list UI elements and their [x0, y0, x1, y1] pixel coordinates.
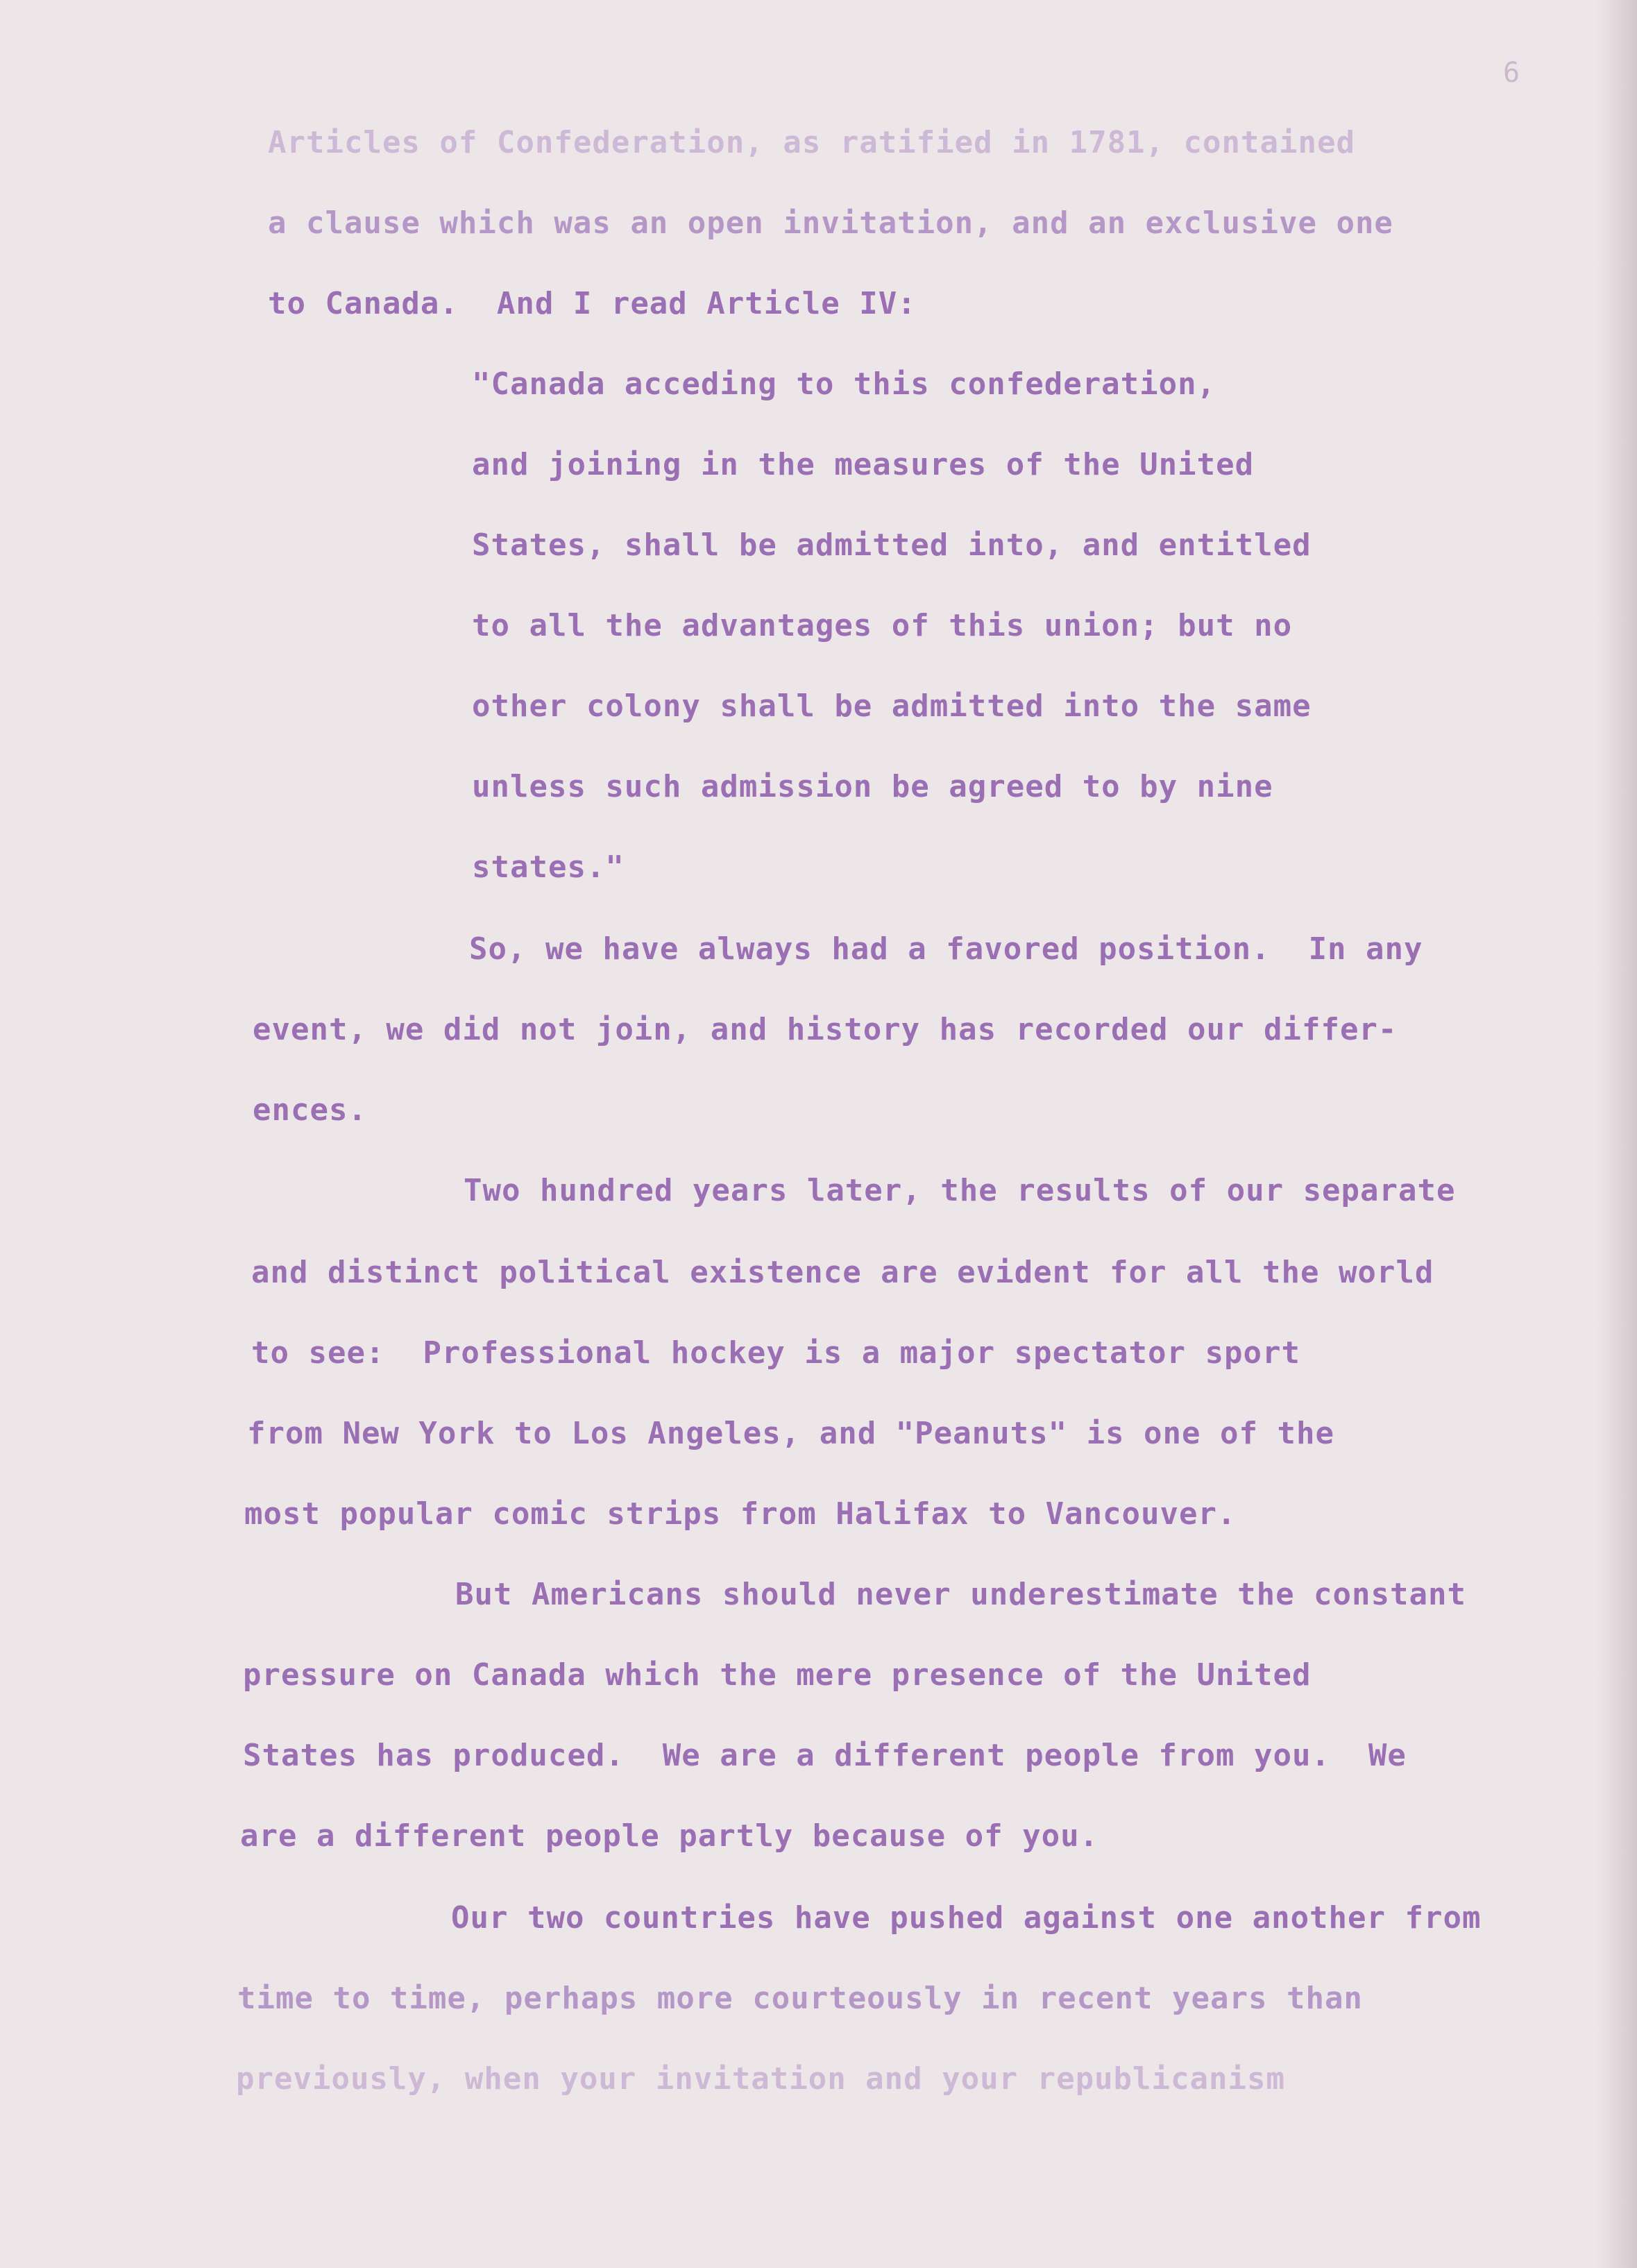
text-line: Two hundred years later, the results of our separate: [464, 1173, 1456, 1208]
page-edge-shadow: [1595, 0, 1637, 2268]
text-line: But Americans should never underestimate the constant: [455, 1577, 1466, 1612]
text-line: Our two countries have pushed against one another from: [451, 1900, 1482, 1936]
quote-line: "Canada acceding to this confederation,: [472, 366, 1216, 402]
text-line: event, we did not join, and history has recorded our differ-: [253, 1012, 1398, 1047]
quote-line: unless such admission be agreed to by nine: [472, 769, 1273, 804]
text-line: most popular comic strips from Halifax to Vancouver.: [244, 1496, 1237, 1532]
text-line: So, we have always had a favored position. In any: [469, 931, 1423, 967]
text-line: a clause which was an open invitation, and an exclusive one: [268, 205, 1393, 241]
text-line: to see: Professional hockey is a major spectator sport: [251, 1335, 1300, 1371]
text-line: pressure on Canada which the mere presence of the United: [243, 1657, 1312, 1693]
text-line: to Canada. And I read Article IV:: [268, 286, 917, 321]
page-number: 6: [1503, 57, 1520, 89]
text-line: and distinct political existence are evident for all the world: [251, 1255, 1434, 1290]
text-line: ences.: [253, 1092, 367, 1128]
text-line: are a different people partly because of you.: [240, 1818, 1099, 1854]
quote-line: states.": [472, 849, 625, 885]
text-line: previously, when your invitation and your republicanism: [236, 2061, 1285, 2097]
quote-line: to all the advantages of this union; but no: [472, 608, 1293, 643]
text-line: States has produced. We are a different people from you. We: [243, 1738, 1407, 1773]
quote-line: other colony shall be admitted into the same: [472, 688, 1312, 724]
text-line: Articles of Confederation, as ratified in 1781, contained: [268, 125, 1355, 160]
quote-line: States, shall be admitted into, and entitled: [472, 527, 1312, 563]
quote-line: and joining in the measures of the United: [472, 447, 1255, 482]
text-line: time to time, perhaps more courteously in recent years than: [237, 1981, 1363, 2016]
text-line: from New York to Los Angeles, and "Peanuts" is one of the: [247, 1416, 1334, 1451]
